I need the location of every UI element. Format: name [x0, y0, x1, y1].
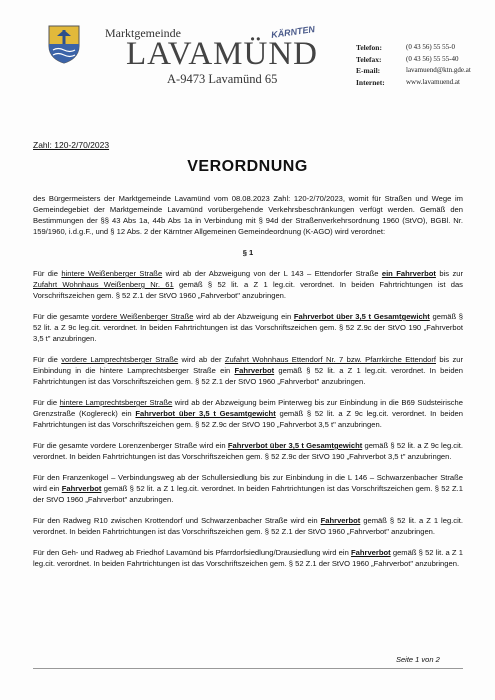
text-run: wird ab der Abzweigung ein: [193, 312, 294, 321]
paragraph-3: [33, 354, 463, 387]
section-heading: § 1: [242, 248, 254, 257]
restriction-emphasis: ein Fahrverbot: [381, 269, 436, 278]
street-name: vordere Weißenberger Straße: [91, 312, 194, 321]
contact-row: [356, 65, 471, 77]
text-run: gemäß § 52 lit. a Z 1 leg.cit. verordnet. In beiden Fahrtrichtungen ist das Vorschriftszeichen gem. § 52 Z.1 der StVO 1960 „Fahrverbot" anzubringen.: [33, 280, 463, 300]
text-run: Für den Radweg R10 zwischen Krottendorf und Schwarzenbacher Straße wird ein: [33, 516, 321, 525]
contact-label: E-mail:: [356, 66, 381, 75]
reference-number: Zahl: 120-2/70/2023: [33, 140, 110, 150]
contact-label: Internet:: [356, 77, 385, 87]
region-logo-text: KÄRNTEN: [270, 23, 316, 41]
document-title: VERORDNUNG: [187, 158, 308, 175]
contact-label: Telefax:: [356, 54, 382, 64]
contact-block: [356, 42, 471, 88]
intro-paragraph: des Bürgermeisters der Marktgemeinde Lavamünd vom 08.08.2023 Zahl: 120-2/70/2023, womit für Straßen und Wege im Gemeindegebiet der Marktgemeinde Lavamünd vorübergehende Verkehrsbeschränkungen verfügt werden. Gemäß den Bestimmungen der §§ 43 Abs 1a, 44b Abs 1a in Verbindung mit § 94d der Straßenverkehrsordnung 1960 (StVO), BGBl. Nr. 159/1960, i.d.g.F., und § 12 Abs. 2 der Kärntner Allgemeinen Gemeindeordnung (K-AGO) wird verordnet:: [33, 194, 463, 236]
text-run: gemäß § 52 lit. a Z 1 leg.cit. verordnet. In beiden Fahrtrichtungen ist das Vorschriftszeichen gem. § 52 Z.1 der StVO 1960 „Fahrverbot" anzubringen.: [33, 548, 463, 568]
paragraph-8: [33, 547, 463, 569]
text-run: gemäß § 52 lit. a Z 9c leg.cit. verordnet. In beiden Fahrtrichtungen ist das Vorschriftszeichen gem. § 52 Z.9c der StVO 190 „Fahrverbot 3,5 t" anzubringen.: [33, 312, 464, 343]
paragraph-4: [33, 397, 463, 430]
text-run: bis zur Einbindung in die hintere Lamprechtsberger Straße ein: [33, 355, 463, 375]
text-run: bis zur: [435, 269, 463, 278]
text-run: Für die gesamte: [33, 312, 92, 321]
text-run: Für die: [33, 269, 62, 278]
restriction-emphasis: Fahrverbot: [234, 366, 275, 375]
text-run: gemäß § 52 lit. a Z 1 leg.cit. verordnet. In beiden Fahrtrichtungen ist das Vorschriftszeichen gem. § 52 Z.1 der StVO 1960 „Fahrverbot" anzubringen.: [33, 484, 464, 504]
contact-phone: (0 43 56) 55 55-0: [406, 43, 455, 51]
text-run: Für den Geh- und Radweg ab Friedhof Lavamünd bis Pfarrdorfsiedlung/Drausiedlung wird ein: [33, 548, 351, 557]
contact-email: lavamuend@ktn.gde.at: [406, 66, 471, 74]
contact-label: Telefon:: [356, 43, 382, 52]
contact-row: [356, 77, 471, 89]
restriction-emphasis: Fahrverbot über 3,5 t Gesamtgewicht: [135, 409, 276, 418]
contact-row: [356, 54, 471, 66]
restriction-emphasis: Fahrverbot über 3,5 t Gesamtgewicht: [227, 441, 363, 450]
text-run: wird ab der Abzweigung beim Pinterweg bis zur Einbindung in die B69 Südsteirische Grenzstraße (Koglereck) ein: [33, 398, 463, 418]
restriction-emphasis: Fahrverbot: [350, 548, 391, 557]
municipality-name: LAVAMÜND: [126, 36, 318, 72]
location-name: Zufahrt Wohnhaus Ettendorf Nr. 7 bzw. Pfarrkirche Ettendorf: [224, 355, 437, 364]
contact-fax: (0 43 56) 55 55-40: [406, 54, 459, 63]
street-name: hintere Weißenberger Straße: [61, 269, 163, 278]
footer-divider: [33, 668, 463, 669]
street-name: hintere Lamprechtsberger Straße: [59, 398, 173, 407]
restriction-emphasis: Fahrverbot: [320, 516, 361, 525]
text-run: Für die gesamte vordere Lorenzenberger Straße wird ein: [33, 441, 228, 450]
paragraph-2: [33, 311, 463, 344]
page-number: Seite 1 von 2: [396, 655, 440, 664]
text-run: gemäß § 52 lit. a Z 1 leg.cit. verordnet. In beiden Fahrtrichtungen ist das Vorschriftszeichen gem. § 52 Z.1 der StVO 1960 „Fahrverbot" anzubringen.: [33, 366, 463, 386]
municipality-label: Marktgemeinde: [105, 26, 181, 40]
restriction-emphasis: Fahrverbot über 3,5 t Gesamtgewicht: [293, 312, 430, 321]
text-run: Für die: [33, 398, 60, 407]
text-run: gemäß § 52 lit. a Z 9c leg.cit. verordnet. In beiden Fahrtrichtungen ist das Vorschriftszeichen gem. § 52 Z.9c der StVO 190 „Fahrverbot 3,5 t" anzubringen.: [33, 441, 463, 461]
text-run: gemäß § 52 lit. a Z 9c leg.cit. verordnet. In beiden Fahrtrichtungen ist das Vorschriftszeichen gem. § 52 Z.9c der StVO 190 „Fahrverbot 3,5 t" anzubringen.: [33, 409, 463, 429]
municipality-address: A-9473 Lavamünd 65: [167, 72, 278, 86]
paragraph-5: [33, 440, 463, 462]
contact-row: [356, 42, 471, 54]
text-run: gemäß § 52 lit. a Z 1 leg.cit. verordnet. In beiden Fahrtrichtungen ist das Vorschriftszeichen gem. § 52 Z.1 der StVO 1960 „Fahrverbot" anzubringen.: [33, 516, 463, 536]
municipal-crest-icon: [47, 24, 81, 64]
paragraph-1: [33, 268, 463, 301]
text-run: wird ab der: [178, 355, 225, 364]
text-run: Für die: [33, 355, 62, 364]
contact-website: www.lavamuend.at: [406, 77, 460, 86]
text-run: Für den Franzenkogel – Verbindungsweg ab der Schullersiedlung bis zur Einbindung in die L 146 – Schwarzenbacher Straße wird ein: [33, 473, 463, 493]
paragraph-6: [33, 472, 463, 505]
restriction-emphasis: Fahrverbot: [61, 484, 102, 493]
street-name: vordere Lamprechtsberger Straße: [61, 355, 179, 364]
document-body: [33, 193, 463, 579]
location-name: Zufahrt Wohnhaus Weißenberg Nr. 61: [33, 280, 174, 289]
paragraph-7: [33, 515, 463, 537]
text-run: wird ab der Abzweigung von der L 143 – Ettendorfer Straße: [162, 269, 382, 278]
